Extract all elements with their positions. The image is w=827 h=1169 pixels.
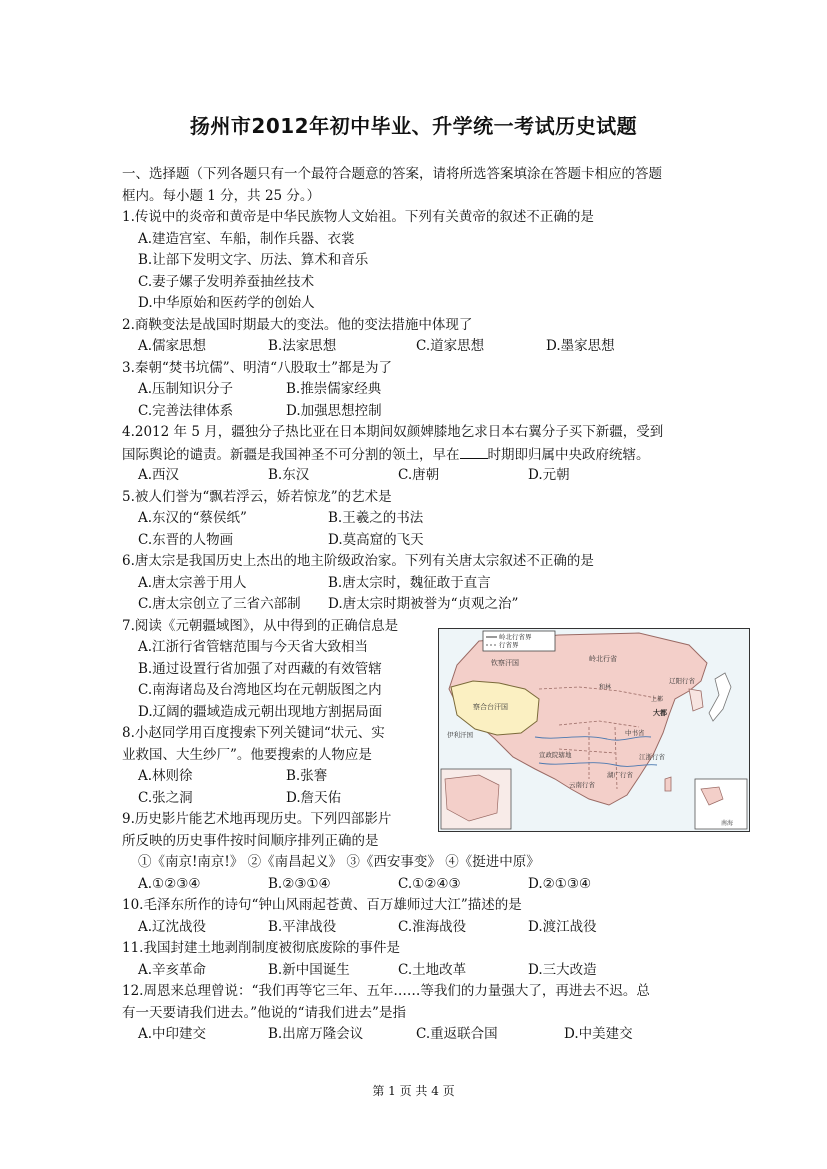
question-6-stem: 6.唐太宗是我国历史上杰出的地主阶级政治家。下列有关唐太宗叙述不正确的是 bbox=[122, 553, 594, 569]
question-4-stem-2 bbox=[122, 444, 712, 466]
q11-option-b: B.新中国诞生 bbox=[268, 961, 350, 978]
question-7-stem: 7.阅读《元朝疆域图》，从中得到的正确信息是 bbox=[122, 617, 399, 634]
q8-option-d: D.詹天佑 bbox=[286, 789, 342, 806]
q4-stem-2a: 国际舆论的谴责。新疆是我国神圣不可分割的领土，早在 bbox=[122, 446, 460, 463]
q9-options bbox=[122, 874, 712, 896]
q12-option-b: B.出席万隆会议 bbox=[268, 1026, 364, 1042]
q6-option-a: A.唐太宗善于用人 bbox=[138, 574, 247, 591]
q11-option-c: C.土地改革 bbox=[398, 961, 467, 978]
q3-option-b: B.推崇儒家经典 bbox=[286, 381, 382, 397]
q10-option-b: B.平津战役 bbox=[268, 918, 337, 935]
q5-option-a: A.东汉的“蔡侯纸” bbox=[138, 510, 247, 526]
q7-option-a: A.江浙行省管辖范围与今天省大致相当 bbox=[138, 639, 369, 655]
map-label-2: 察合台汗国 bbox=[473, 703, 508, 711]
q6-options-row-2 bbox=[122, 594, 712, 616]
question-10-stem: 10.毛泽东所作的诗句“钟山风雨起苍黄、百万雄师过大江”描述的是 bbox=[122, 897, 522, 913]
question-3-stem: 3.秦朝“焚书坑儒”、明清“八股取士”都是为了 bbox=[122, 359, 392, 376]
map-label-7: 辽阳行省 bbox=[669, 677, 695, 685]
q1-option-d: D.中华原始和医药学的创始人 bbox=[138, 295, 315, 311]
q1-option-c: C.妻子嫘子发明养蚕抽丝技术 bbox=[138, 273, 315, 290]
map-label-4: 大都 bbox=[653, 708, 667, 717]
question-12-stem-2: 有一天要请我们进去。”他说的“请我们进去”是指 bbox=[122, 1004, 406, 1021]
q7-option-c: C.南海诸岛及台湾地区均在元朝版图之内 bbox=[138, 682, 382, 698]
q6-options-row-1 bbox=[122, 573, 712, 595]
page-title: 扬州市2012年初中毕业、升学统一考试历史试题 bbox=[189, 114, 638, 138]
q12-option-c: C.重返联合国 bbox=[416, 1026, 498, 1042]
question-content bbox=[122, 164, 712, 1046]
question-5-stem: 5.被人们誉为“飘若浮云，娇若惊龙”的艺术是 bbox=[122, 488, 392, 505]
map-label-12: 江浙行省 bbox=[639, 753, 665, 761]
q9-option-c: C.①②④③ bbox=[398, 875, 461, 892]
q3-options-row-1 bbox=[122, 379, 712, 401]
map-label-8: 中书省 bbox=[625, 729, 645, 737]
q5-option-b: B.王羲之的书法 bbox=[328, 510, 424, 526]
question-11-stem: 11.我国封建土地剥削制度被彻底废除的事件是 bbox=[122, 940, 400, 956]
q3-option-d: D.加强思想控制 bbox=[286, 402, 382, 419]
q2-options bbox=[122, 336, 712, 358]
q10-options bbox=[122, 917, 712, 939]
q2-option-b: B.法家思想 bbox=[268, 338, 337, 354]
q11-options bbox=[122, 960, 712, 982]
q12-option-a: A.中印建交 bbox=[138, 1026, 207, 1042]
question-2-stem: 2.商鞅变法是战国时期最大的变法。他的变法措施中体现了 bbox=[122, 316, 473, 333]
q9-option-a: A.①②③④ bbox=[138, 875, 201, 892]
q2-option-c: C.道家思想 bbox=[416, 338, 485, 354]
q5-options-row-2 bbox=[122, 530, 712, 552]
q5-options-row-1 bbox=[122, 508, 712, 530]
q3-options-row-2 bbox=[122, 401, 712, 423]
q8-option-a: A.林则徐 bbox=[138, 768, 193, 784]
q4-option-d: D.元朝 bbox=[528, 467, 570, 483]
map-svg bbox=[439, 629, 749, 831]
q4-options bbox=[122, 465, 712, 487]
q5-option-c: C.东晋的人物画 bbox=[138, 531, 234, 548]
q9-film-list: ①《南京!南京!》 ②《南昌起义》 ③《西安事变》 ④《挺进中原》 bbox=[138, 854, 540, 870]
question-8-stem-2: 业救国、大生纱厂”。他要搜索的人物应是 bbox=[122, 746, 372, 763]
q9-option-d: D.②①③④ bbox=[528, 875, 592, 892]
q2-option-d: D.墨家思想 bbox=[546, 338, 615, 354]
question-12-stem-1: 12.周恩来总理曾说：“我们再等它三年、五年……等我们的力量强大了，再进去不迟。总 bbox=[122, 983, 650, 999]
map-label-6: 和林 bbox=[599, 684, 612, 691]
question-8-stem-1: 8.小赵同学用百度搜索下列关键词“状元、实 bbox=[122, 725, 385, 741]
map-label-10: 云南行省 bbox=[569, 781, 595, 789]
legend-label-2: 行省界 bbox=[499, 641, 519, 649]
q11-option-d: D.三大改造 bbox=[528, 961, 597, 978]
q1-option-a: A.建造宫室、车船，制作兵器、衣裳 bbox=[138, 230, 355, 247]
q4-blank bbox=[460, 444, 488, 459]
q3-option-a: A.压制知识分子 bbox=[138, 381, 234, 397]
q8-option-b: B.张謇 bbox=[286, 768, 328, 784]
q4-option-c: C.唐朝 bbox=[398, 467, 440, 483]
q9-option-b: B.②③①④ bbox=[268, 875, 331, 892]
q10-option-d: D.渡江战役 bbox=[528, 918, 597, 935]
q8-option-c: C.张之洞 bbox=[138, 789, 193, 806]
map-label-11: 湖广行省 bbox=[607, 771, 633, 779]
q7-option-b: B.通过设置行省加强了对西藏的有效管辖 bbox=[138, 660, 382, 677]
question-1-stem: 1.传说中的炎帝和黄帝是中华民族物人文始祖。下列有关黄帝的叙述不正确的是 bbox=[122, 209, 594, 225]
map-label-0: 钦察汗国 bbox=[491, 659, 519, 667]
section-instruction-line-1: 一、选择题（下列各题只有一个最符合题意的答案，请将所选答案填涂在答题卡相应的答题 bbox=[122, 166, 662, 182]
q12-option-d: D.中美建交 bbox=[564, 1026, 633, 1042]
q4-option-a: A.西汉 bbox=[138, 467, 180, 483]
q4-stem-2b: 时期即归属中央政府统辖。 bbox=[487, 446, 650, 463]
question-9-stem-2: 所反映的历史事件按时间顺序排列正确的是 bbox=[122, 832, 379, 849]
q3-option-c: C.完善法律体系 bbox=[138, 402, 234, 419]
map-label-9: 宣政院辖地 bbox=[539, 751, 572, 759]
q4-option-b: B.东汉 bbox=[268, 467, 310, 483]
q11-option-a: A.辛亥革命 bbox=[138, 961, 207, 978]
q10-option-a: A.辽沈战役 bbox=[138, 918, 207, 935]
q1-option-b: B.让部下发明文字、历法、算术和音乐 bbox=[138, 252, 369, 268]
q2-option-a: A.儒家思想 bbox=[138, 338, 207, 354]
q6-option-b: B.唐太宗时，魏征敢于直言 bbox=[328, 574, 491, 591]
q7-option-d: D.辽阔的疆域造成元朝出现地方割据局面 bbox=[138, 703, 383, 720]
map-label-1: 岭北行省 bbox=[589, 655, 617, 663]
q12-options bbox=[122, 1024, 712, 1046]
q10-option-c: C.淮海战役 bbox=[398, 918, 467, 935]
taiwan-landmass bbox=[665, 777, 671, 791]
map-label-13: 南海 bbox=[721, 820, 734, 827]
q6-option-c: C.唐太宗创立了三省六部制 bbox=[138, 596, 301, 612]
q5-option-d: D.莫高窟的飞天 bbox=[328, 531, 424, 548]
page-footer: 第 1 页 共 4 页 bbox=[372, 1084, 455, 1098]
map-label-5: 上都 bbox=[651, 696, 664, 703]
q6-option-d: D.唐太宗时期被誉为“贞观之治” bbox=[328, 596, 519, 612]
legend-label-1: 岭北行省界 bbox=[499, 633, 532, 641]
question-9-stem-1: 9.历史影片能艺术地再现历史。下列四部影片 bbox=[122, 811, 392, 827]
section-instruction-line-2: 框内。每小题 1 分，共 25 分。） bbox=[122, 187, 321, 204]
question-4-stem-1: 4.2012 年 5 月，疆独分子热比亚在日本期间奴颜婢膝地乞求日本右翼分子买下新疆，受到 bbox=[122, 424, 664, 440]
map-label-3: 伊利汗国 bbox=[447, 731, 473, 739]
yuan-dynasty-map bbox=[438, 628, 750, 832]
